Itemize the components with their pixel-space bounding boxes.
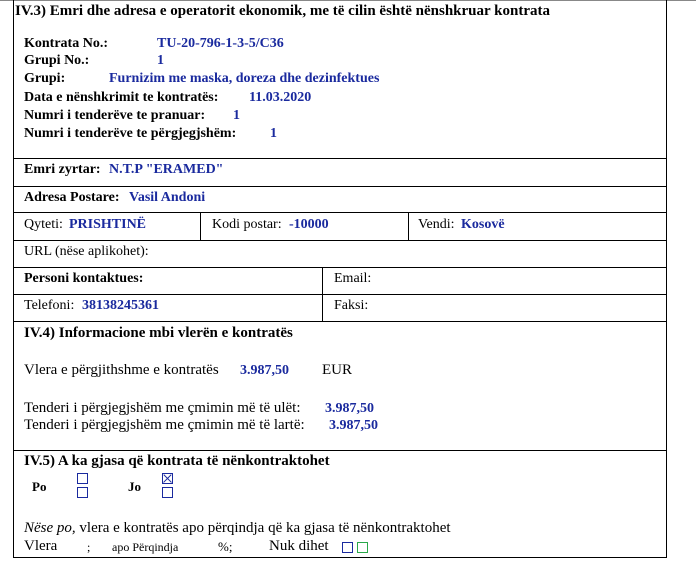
separator-3 — [13, 212, 667, 213]
top-edge-line — [0, 0, 696, 1]
bottom-border — [13, 557, 667, 558]
right-border — [666, 0, 667, 558]
separator-2 — [13, 186, 667, 187]
separator-7 — [13, 321, 667, 322]
sign-date-value: 11.03.2020 — [249, 90, 312, 105]
postal-code-value: -10000 — [289, 217, 329, 232]
section-iv4-heading: IV.4) Informacione mbi vlerën e kontratës — [24, 325, 293, 341]
percent-suffix: %; — [218, 539, 233, 554]
contract-no-label: Kontrata No.: — [24, 36, 108, 51]
highest-price-label: Tenderi i përgjegjshëm me çmimin më të lartë: — [24, 417, 305, 433]
tenders-received-value: 1 — [233, 108, 240, 123]
tenders-responsive-label: Numri i tenderëve te përgjegjshëm: — [24, 126, 237, 141]
yes-label: Po — [32, 479, 47, 494]
url-label: URL (nëse aplikohet): — [24, 244, 149, 259]
tenders-responsive-value: 1 — [270, 126, 277, 141]
postal-code-label: Kodi postar: — [212, 217, 282, 232]
separator-4 — [13, 240, 667, 241]
unknown-label: Nuk dihet — [269, 538, 329, 554]
postal-address-value: Vasil Andoni — [129, 190, 206, 205]
group-no-label: Grupi No.: — [24, 53, 90, 68]
city-value: PRISHTINË — [69, 217, 147, 232]
col-divider-postal — [200, 212, 201, 240]
section-iv5-heading: IV.5) A ka gjasa që kontrata të nënkontraktohet — [24, 453, 330, 469]
contract-no-value: TU-20-796-1-3-5/C36 — [157, 36, 284, 51]
currency: EUR — [322, 362, 352, 378]
yes-checkbox-top[interactable] — [77, 473, 88, 484]
official-name-value: N.T.P "ERAMED" — [109, 162, 224, 177]
lowest-price-value: 3.987,50 — [325, 401, 374, 416]
highest-price-value: 3.987,50 — [329, 418, 378, 433]
separator-8 — [13, 450, 667, 451]
phone-label: Telefoni: — [24, 298, 75, 313]
official-name-label: Emri zyrtar: — [24, 162, 101, 177]
separator-1 — [13, 158, 667, 159]
phone-value: 38138245361 — [82, 298, 159, 313]
sign-date-label: Data e nënshkrimit te kontratës: — [24, 90, 219, 105]
value-semicolon: ; — [87, 540, 91, 554]
unknown-checkbox-green[interactable] — [357, 542, 368, 553]
group-no-value: 1 — [157, 53, 164, 68]
no-checkbox-checked[interactable] — [162, 473, 173, 484]
email-label: Email: — [334, 271, 372, 286]
value-label: Vlera — [24, 538, 58, 554]
group-label: Grupi: — [24, 71, 66, 86]
country-label: Vendi: — [418, 217, 455, 232]
group-value: Furnizim me maska, doreza dhe dezinfektues — [109, 71, 380, 86]
fax-label: Faksi: — [334, 298, 369, 313]
subcontract-note-rest: vlera e kontratës apo përqindja që ka gjasa të nënkontraktohet — [75, 520, 451, 536]
subcontract-note — [24, 520, 451, 537]
unknown-checkbox-blue[interactable] — [342, 542, 353, 553]
total-value-label: Vlera e përgjithshme e kontratës — [24, 362, 219, 378]
subcontract-note-italic: Nëse po, — [24, 520, 76, 536]
city-label: Qyteti: — [24, 217, 63, 232]
separator-6 — [13, 294, 667, 295]
percent-label: apo Përqindja — [112, 540, 179, 554]
separator-5 — [13, 267, 667, 268]
col-divider-email — [322, 267, 323, 321]
left-border — [13, 0, 14, 558]
country-value: Kosovë — [461, 217, 505, 232]
contact-person-label: Personi kontaktues: — [24, 271, 144, 286]
tenders-received-label: Numri i tenderëve te pranuar: — [24, 108, 206, 123]
section-iv3-heading: IV.3) Emri dhe adresa e operatorit ekonomik, me të cilin është nënshkruar kontrata — [15, 3, 550, 19]
total-value: 3.987,50 — [240, 363, 289, 378]
yes-checkbox-bottom[interactable] — [77, 487, 88, 498]
postal-address-label: Adresa Postare: — [24, 190, 120, 205]
no-label: Jo — [128, 479, 141, 494]
col-divider-country — [408, 212, 409, 240]
no-checkbox-bottom[interactable] — [162, 487, 173, 498]
lowest-price-label: Tenderi i përgjegjshëm me çmimin më të ulët: — [24, 400, 301, 416]
